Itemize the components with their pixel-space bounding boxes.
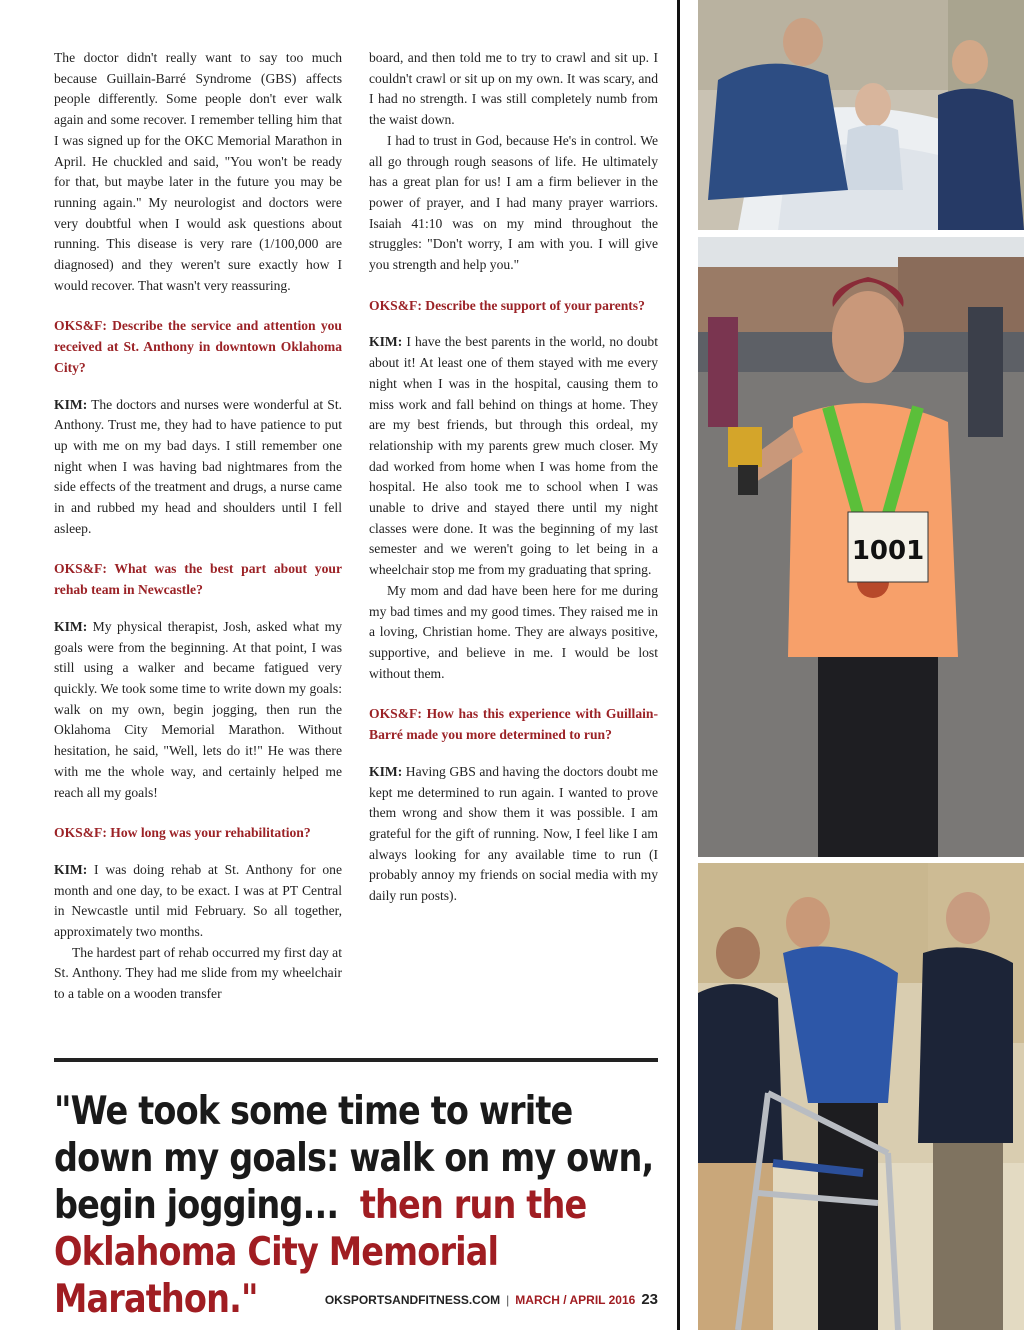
page-number: 23 (641, 1291, 658, 1308)
interview-question: OKS&F: Describe the support of your parents? (369, 297, 645, 313)
race-bib-number: 1001 (851, 536, 925, 566)
hospital-photo (698, 0, 1024, 230)
speaker-label: KIM: (54, 861, 88, 877)
interview-question: OKS&F: What was the best part about your rehab team in Newcastle? (54, 561, 342, 598)
footer-separator: | (506, 1293, 510, 1307)
article-paragraph: My mom and dad have been here for me during my bad times and my good times. They raised me in a loving, Christian home. They are always positive, supportive, and believe in me. I would be lost without them. (369, 582, 658, 681)
page-footer (325, 1291, 658, 1308)
article-paragraph: board, and then told me to try to crawl and sit up. I couldn't crawl or sit up on my own. It was scary, and I had no strength. I was still completely numb from the waist down. (369, 50, 658, 128)
answer-text: The doctors and nurses were wonderful at St. Anthony. Trust me, they had to have patience to put up with me on my bad days. I still remember one night when I was having bad nightmares from the side effects of the treatment and drugs, a nurse came in and rubbed my head and shoulders until I fell asleep. (54, 396, 342, 536)
speaker-label: KIM: (54, 396, 88, 412)
speaker-label: KIM: (369, 334, 403, 350)
speaker-label: KIM: (369, 763, 403, 779)
race-finish-photo (698, 237, 1024, 857)
speaker-label: KIM: (54, 618, 88, 634)
footer-site: OKSPORTSANDFITNESS.COM (324, 1293, 501, 1307)
answer-text: I was doing rehab at St. Anthony for one month and one day, to be exact. I was at PT Central in Newcastle until mid February. So all together, approximately two months. (54, 861, 342, 940)
interview-answer (54, 395, 342, 540)
article-paragraph: I had to trust in God, because He's in control. We all go through rough seasons of life. He ultimately has a great plan for us! I am a firm believer in the power of prayer, and I had many prayer warriors. Isaiah 41:10 was on my mind throughout the struggles: "Don't worry, I am with you. I will give you strength and help you." (369, 132, 658, 273)
photo-column-divider (677, 0, 680, 1330)
article-paragraph: The doctor didn't really want to say too much because Guillain-Barré Syndrome (GBS) affects people differently. Some people don't ever walk again and some recover. I remember telling him that I was signed up for the OKC Memorial Marathon in April. He chuckled and said, "You won't be ready for that, but maybe later in the future you may be running again." My neurologist and doctors were very doubtful when I would ask questions about running. This disease is very rare (1/100,000 are diagnosed) and they weren't sure exactly how I would recover. That wasn't very reassuring. (54, 50, 342, 293)
answer-text: My physical therapist, Josh, asked what my goals were from the beginning. At that point, I was still using a walker and became fatigued very quickly. We took some time to write down my goals: walk on my own, begin jogging, then run the Oklahoma City Memorial Marathon. Without hesitation, he said, "Well, lets do it!" He was there with me the whole way, and certainly helped me reach all my goals! (54, 618, 342, 800)
rehab-walker-photo (698, 863, 1024, 1330)
pull-quote-red-text: then run the Oklahoma City Memorial Marathon." (54, 1183, 587, 1322)
interview-answer (369, 762, 658, 907)
interview-question: OKS&F: Describe the service and attention you received at St. Anthony in downtown Oklahoma City? (54, 318, 342, 375)
pull-quote-black-text: "We took some time to write down my goals: walk on my own, begin jogging... (54, 1089, 654, 1228)
article-paragraph: The hardest part of rehab occurred my first day at St. Anthony. They had me slide from my wheelchair to a table on a wooden transfer (54, 944, 342, 1002)
answer-text: I have the best parents in the world, no doubt about it! At least one of them stayed with me every night when I was in the hospital, causing them to miss work and fall behind on things at home. They are my best friends, but through this ordeal, my relationship with my parents grew much closer. My dad worked from home when I was home from the hospital. He also took me to school when I was unable to drive and stayed there until my night classes were done. It was the beginning of my last semester and we weren't going to let being in a wheelchair stop me from my graduating that spring. (369, 334, 658, 578)
interview-answer (54, 617, 342, 803)
pull-quote-rule (54, 1058, 658, 1062)
interview-question: OKS&F: How has this experience with Guillain-Barré made you more determined to run? (369, 706, 658, 743)
pull-quote (54, 1088, 656, 1323)
article-column-left (54, 48, 342, 1005)
interview-answer (54, 860, 342, 943)
footer-issue: MARCH / APRIL 2016 (515, 1293, 636, 1307)
article-column-middle (369, 48, 658, 907)
interview-question: OKS&F: How long was your rehabilitation? (54, 825, 311, 841)
answer-text: Having GBS and having the doctors doubt me kept me determined to run again. I wanted to prove them wrong and show them it was possible. I am grateful for the gift of running. Now, I feel like I am always looking for any available time to run (I probably annoy my friends on social media with my daily run posts). (369, 763, 658, 904)
interview-answer (369, 332, 658, 580)
